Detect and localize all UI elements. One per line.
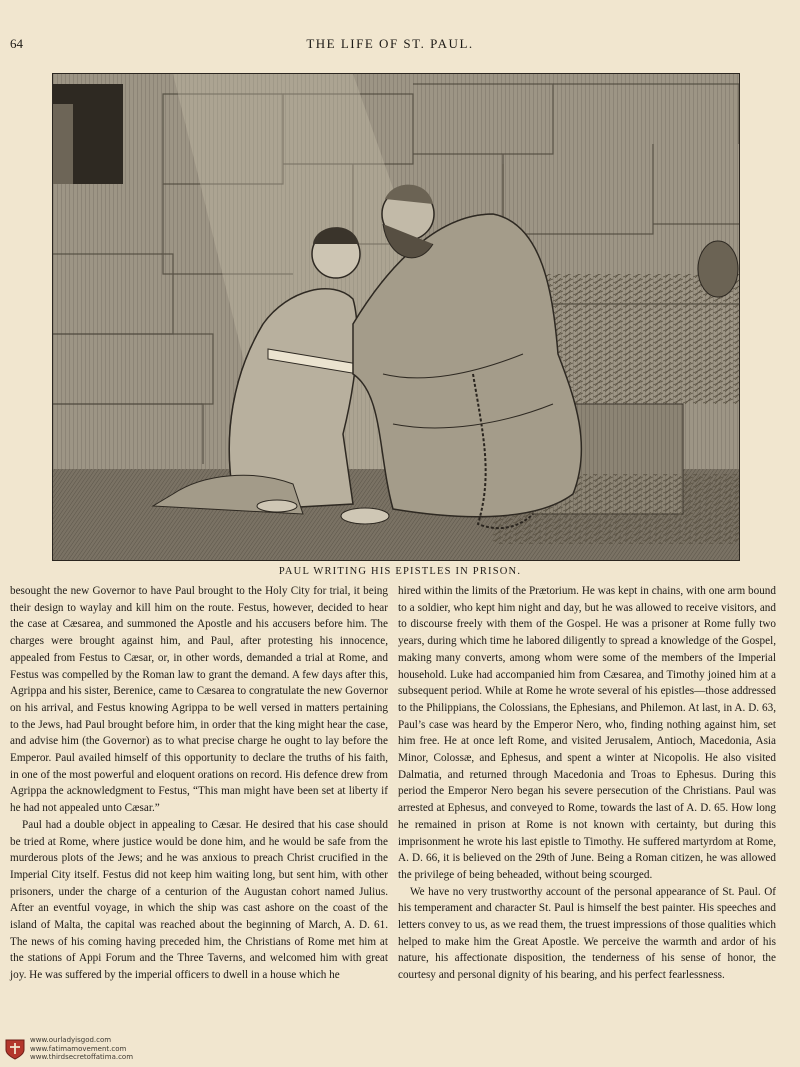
paragraph: hired within the limits of the Prætorium. He was kept in chains, with one arm bound to a soldier, who kept him night and day, but he was allowed to receive visitors, and to discourse freely with them of the Gospel. He was a prisoner at Rome fully two years, during which time he labored diligently to spread a knowledge of the Gospel, making many converts, among whom were some of the members of the Imperial household. Luke had accompanied him from Cæsarea, and Timothy joined him at a subsequent period. While at Rome he wrote several of his epistles—those addressed to the Philippians, the Colossians, the Ephesians, and Philemon. At last, in A. D. 63, Paul’s case was heard by the Emperor Nero, who, finding nothing against him, set him free. He at once left Rome, and visited Jerusalem, Antioch, Macedonia, Asia Minor, Colossæ, and Ephesus, and spent a winter at Nicopolis. He also visited Dalmatia, and returned through Macedonia and Troas to Ephesus. During this period the Emperor Nero began his severe persecution of the Christians. Paul was arrested at Ephesus, and conveyed to Rome, towards the last of A. D. 65. How long he remained in prison at Rome is not known with certainty, but during this imprisonment he wrote his last epistle to Timothy. He suffered martyrdom at Rome, A. D. 66, it is believed on the 29th of June. Being a Roman citizen, he was allowed the privilege of being beheaded, without being scourged.: [398, 585, 776, 881]
paragraph: besought the new Governor to have Paul brought to the Holy City for trial, it being their design to waylay and kill him on the route. Festus, however, decided to hear the case at Cæsarea, and summoned the Apostle and his accusers before him. The charges were brought against him, and Paul, after protesting his innocence, appealed from Festus to Cæsar, or, in other words, demanded a trial at Rome, and Festus was compelled by the Roman law to grant the demand. A few days after this, Agrippa and his sister, Berenice, came to Cæsarea to congratulate the new Governor on his arrival, and Festus knowing Agrippa to be well versed in matters pertaining to the Jews, had Paul brought before him, in order that the king might hear the case, and advise him (the Governor) as to what precise charge he ought to lay before the Emperor. Paul availed himself of this opportunity to declare the truths of his faith, in one of the most powerful and eloquent orations on record. His defence drew from Agrippa the acknowledgment to Festus, “This man might have been set at liberty if he had not appealed unto Cæsar.”: [10, 585, 388, 815]
footer-url[interactable]: www.fatimamovement.com: [30, 1044, 127, 1053]
paragraph: Paul had a double object in appealing to Cæsar. He desired that his case should be tried at Rome, where justice would be done him, and he would be safe from the murderous plots of the Jews; and he was anxious to preach Christ crucified in the Imperial City itself. Festus did not keep him waiting long, but sent him, with other prisoners, under the charge of a centurion of the Augustan cohort named Julius. After an eventful voyage, in which the ship was cast ashore on the coast of the island of Malta, the capital was reached about the beginning of March, A. D. 61. The news of his coming having preceded him, the Christians of Rome met him at the stations of Appi Forum and the Three Taverns, and welcomed him with great joy. He was suffered by the imperial officers to dwell in a house which he: [10, 818, 388, 982]
footer-url[interactable]: www.thirdsecretoffatima.com: [30, 1053, 134, 1061]
page-number: 64: [10, 36, 23, 51]
page-header: [10, 36, 770, 54]
figure-caption: PAUL WRITING HIS EPISTLES IN PRISON.: [278, 566, 522, 577]
footer-links: [30, 1036, 133, 1062]
engraving-drawing: [53, 74, 739, 560]
seal-logo-icon: [4, 1038, 26, 1060]
left-column: [10, 583, 388, 984]
engraving-illustration: [52, 73, 740, 561]
right-column: [398, 583, 776, 984]
paragraph: We have no very trustworthy account of the personal appearance of St. Paul. Of his temperament and character St. Paul is himself the best painter. His speeches and letters convey to us, as we read them, the truest impressions of those qualities which helped to make him the Great Apostle. We perceive the warmth and ardor of his nature, his affectionate disposition, the tenderness of his sense of honor, the courtesy and personal dignity of his bearing, and his perfect fearlessness.: [398, 885, 776, 982]
running-title: THE LIFE OF ST. PAUL.: [306, 36, 474, 51]
footer-url[interactable]: www.ourladyisgod.com: [30, 1036, 112, 1044]
